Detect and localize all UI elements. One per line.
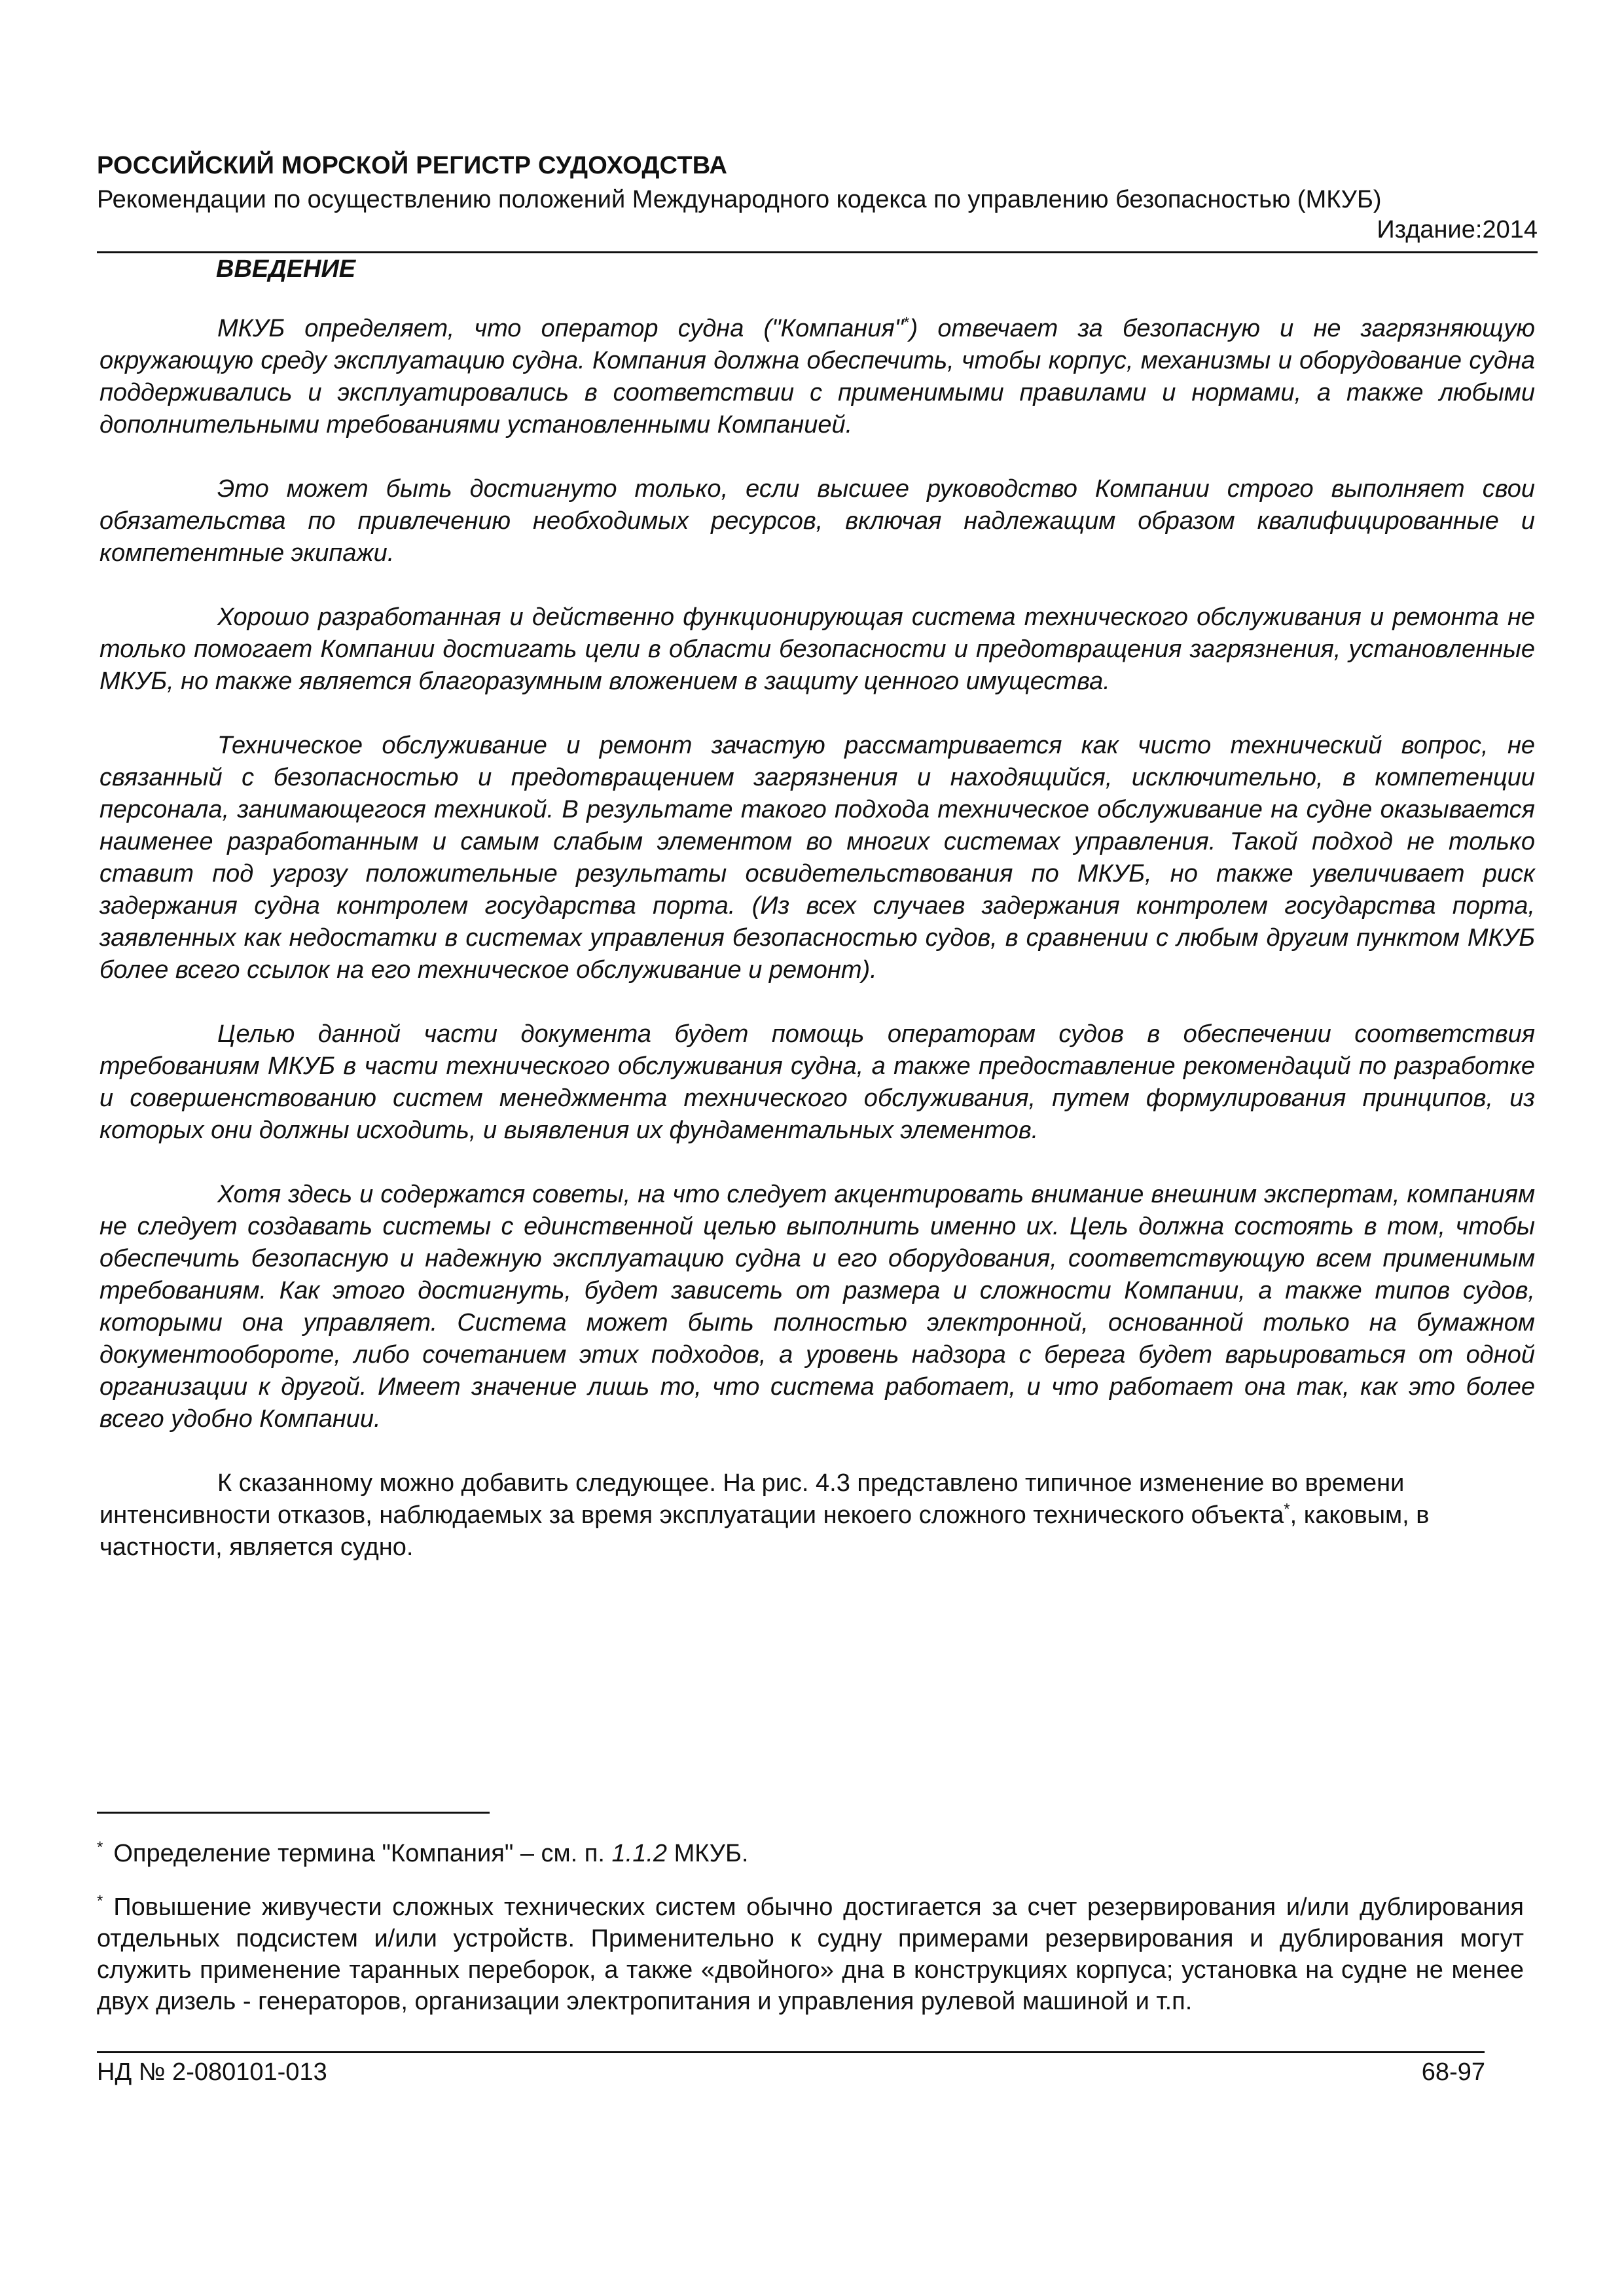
footnote-ref-2[interactable]: * (1284, 1500, 1290, 1518)
footnote-2 (97, 1892, 1524, 2017)
paragraph-2: Это может быть достигнуто только, если высшее руководство Компании строго выполняет свои обязательства по привлечению необходимых ресурсов, включая надлежащим образом квалифицированные и компетентные экипажи. (99, 475, 1535, 567)
footnote-2-mark: * (97, 1892, 103, 1910)
footnote-separator (97, 1812, 490, 1814)
paragraph-7-text-a: К сказанному можно добавить следующее. На рис. 4.3 представлено типичное изменение во времени интенсивности отказов, наблюдаемых за время эксплуатации некоего сложного технического объекта (99, 1469, 1405, 1529)
footnote-ref-1[interactable]: * (903, 314, 910, 332)
footnote-1-text-a: Определение термина "Компания" – см. п. (113, 1840, 612, 1867)
paragraph-4: Техническое обслуживание и ремонт зачастую рассматривается как чисто технический вопрос, не связанный с безопасностью и предотвращением загрязнения и находящийся, исключительно, в компетенции персонала, занимающегося техникой. В результате такого подхода техническое обслуживание на судне оказывается наименее разработанным и самым слабым элементом во многих системах управления. Такой подход не только ставит под угрозу положительные результаты освидетельствования по МКУБ, но также увеличивает риск задержания судна контролем государства порта. (Из всех случаев задержания контролем государства порта, заявленных как недостатки в системах управления безопасностью судов, в сравнении с любым другим пунктом МКУБ более всего ссылок на его техническое обслуживание и ремонт). (99, 732, 1535, 984)
paragraph-3: Хорошо разработанная и действенно функционирующая система технического обслуживания и ремонта не только помогает Компании достигать цели в области безопасности и предотвращения загрязнения, установленные МКУБ, но также является благоразумным вложением в защиту ценного имущества. (99, 603, 1535, 695)
body-text (99, 313, 1535, 1596)
footer-document-number: НД № 2-080101-013 (97, 2058, 327, 2086)
paragraph-1 (99, 313, 1535, 441)
header-organization: РОССИЙСКИЙ МОРСКОЙ РЕГИСТР СУДОХОДСТВА (97, 152, 728, 179)
paragraph-7-text-b: , каковым, в частности, является судно. (99, 1501, 1430, 1561)
paragraph-1-text-b: ) отвечает за безопасную и не загрязняющую окружающую среду эксплуатацию судна. Компания должна обеспечить, чтобы корпус, механизмы и оборудование судна поддерживались и эксплуатировались в соответствии с применимыми правилами и нормами, а также любыми дополнительными требованиями установленными Компанией. (99, 315, 1535, 439)
footer-page-number: 68-97 (1421, 2058, 1485, 2086)
paragraph-6: Хотя здесь и содержатся советы, на что следует акцентировать внимание внешним экспертам, компаниям не следует создавать системы с единственной целью выполнить именно их. Цель должна состоять в том, чтобы обеспечить безопасную и надежную эксплуатацию судна и его оборудования, соответствующую всем применимым требованиям. Как этого достигнуть, будет зависеть от размера и сложности Компании, а также типов судов, которыми она управляет. Система может быть полностью электронной, основанной только на бумажном документообороте, либо сочетанием этих подходов, а уровень надзора с берега будет варьироваться от одной организации к другой. Имеет значение лишь то, что система работает, и что работает она так, как это более всего удобно Компании. (99, 1181, 1535, 1433)
footnote-1-text-b: МКУБ. (667, 1840, 749, 1867)
header-document-title: Рекомендации по осуществлению положений Международного кодекса по управлению безопасностью (МКУБ) (97, 186, 1382, 213)
footnote-1 (97, 1838, 1524, 1869)
header-divider (97, 251, 1538, 253)
section-title: ВВЕДЕНИЕ (216, 255, 356, 283)
footnote-1-reference: 1.1.2 (611, 1840, 668, 1867)
paragraph-5: Целью данной части документа будет помощь операторам судов в обеспечении соответствия требованиям МКУБ в части технического обслуживания судна, а также предоставление рекомендаций по разработке и совершенствованию систем менеджмента технического обслуживания, путем формулирования принципов, из которых они должны исходить, и выявления их фундаментальных элементов. (99, 1020, 1535, 1144)
footnote-2-text: Повышение живучести сложных технических систем обычно достигается за счет резервирования и/или дублирования отдельных подсистем и/или устройств. Применительно к судну примерами резервирования и дублирования могут служить применение таранных переборок, а также «двойного» дна в конструкциях корпуса; установка на судне не менее двух дизель - генераторов, организации электропитания и управления рулевой машиной и т.п. (97, 1893, 1524, 2015)
footnote-1-mark: * (97, 1839, 103, 1857)
header-edition: Издание:2014 (1377, 216, 1538, 243)
paragraph-1-text-a: МКУБ определяет, что оператор судна ("Компания" (217, 315, 904, 342)
footer-divider (97, 2051, 1485, 2053)
paragraph-7 (99, 1467, 1535, 1564)
